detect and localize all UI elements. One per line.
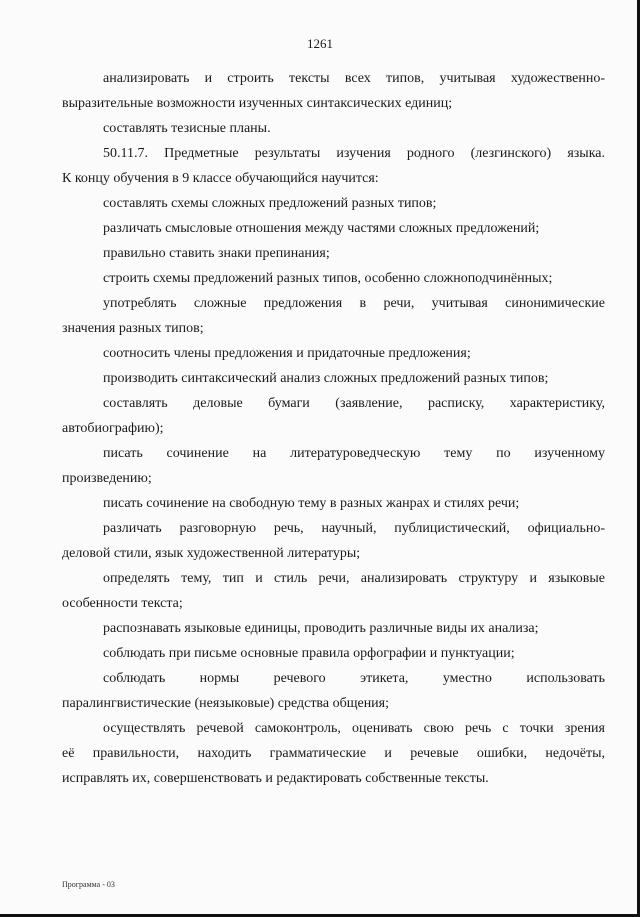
paragraph-line: деловой стили, язык художественной литературы; <box>62 546 361 561</box>
paragraph: писать сочинение на свободную тему в разных жанрах и стилях речи; <box>103 496 520 511</box>
paragraph-line: различать разговорную речь, научный, публицистический, официально- <box>103 521 605 536</box>
paragraph: распознавать языковые единицы, проводить различные виды их анализа; <box>103 621 539 636</box>
paragraph-line: писать сочинение на литературоведческую тему по изученному <box>103 446 605 461</box>
paragraph-line: соблюдать нормы речевого этикета, уместно использовать <box>103 671 605 686</box>
paragraph-line: исправлять их, совершенствовать и редактировать собственные тексты. <box>62 771 489 786</box>
paragraph: правильно ставить знаки препинания; <box>103 246 330 261</box>
footer-label: Программа - 03 <box>62 880 115 889</box>
paragraph: соблюдать при письме основные правила орфографии и пунктуации; <box>103 646 515 661</box>
paragraph-line: автобиографию); <box>62 421 164 436</box>
paragraph-line: К концу обучения в 9 классе обучающийся научится: <box>62 171 379 186</box>
paragraph: составлять тезисные планы. <box>103 121 271 136</box>
paragraph-line: произведению; <box>62 471 152 486</box>
paragraph-line: особенности текста; <box>62 596 183 611</box>
paragraph-line: анализировать и строить тексты всех типов, учитывая художественно- <box>103 71 605 86</box>
paragraph-line: выразительные возможности изученных синтаксических единиц; <box>62 96 453 111</box>
paragraph-line: составлять деловые бумаги (заявление, расписку, характеристику, <box>103 396 605 411</box>
paragraph-line: паралингвистические (неязыковые) средства общения; <box>62 696 390 711</box>
paragraph-line: её правильности, находить грамматические и речевые ошибки, недочёты, <box>62 746 605 761</box>
paragraph: соотносить члены предложения и придаточные предложения; <box>103 346 471 361</box>
paragraph: различать смысловые отношения между частями сложных предложений; <box>103 221 540 236</box>
paragraph-line: осуществлять речевой самоконтроль, оценивать свою речь с точки зрения <box>103 721 605 736</box>
paragraph: строить схемы предложений разных типов, особенно сложноподчинённых; <box>103 271 553 286</box>
paragraph-line: определять тему, тип и стиль речи, анализировать структуру и языковые <box>103 571 605 586</box>
paragraph: составлять схемы сложных предложений разных типов; <box>103 196 437 211</box>
paragraph-line: употреблять сложные предложения в речи, учитывая синонимические <box>103 296 605 311</box>
paragraph-line: 50.11.7. Предметные результаты изучения родного (лезгинского) языка. <box>103 146 605 161</box>
page-number: 1261 <box>307 36 333 51</box>
paragraph-line: значения разных типов; <box>62 321 204 336</box>
document-body <box>62 66 605 791</box>
paragraph: производить синтаксический анализ сложных предложений разных типов; <box>103 371 549 386</box>
